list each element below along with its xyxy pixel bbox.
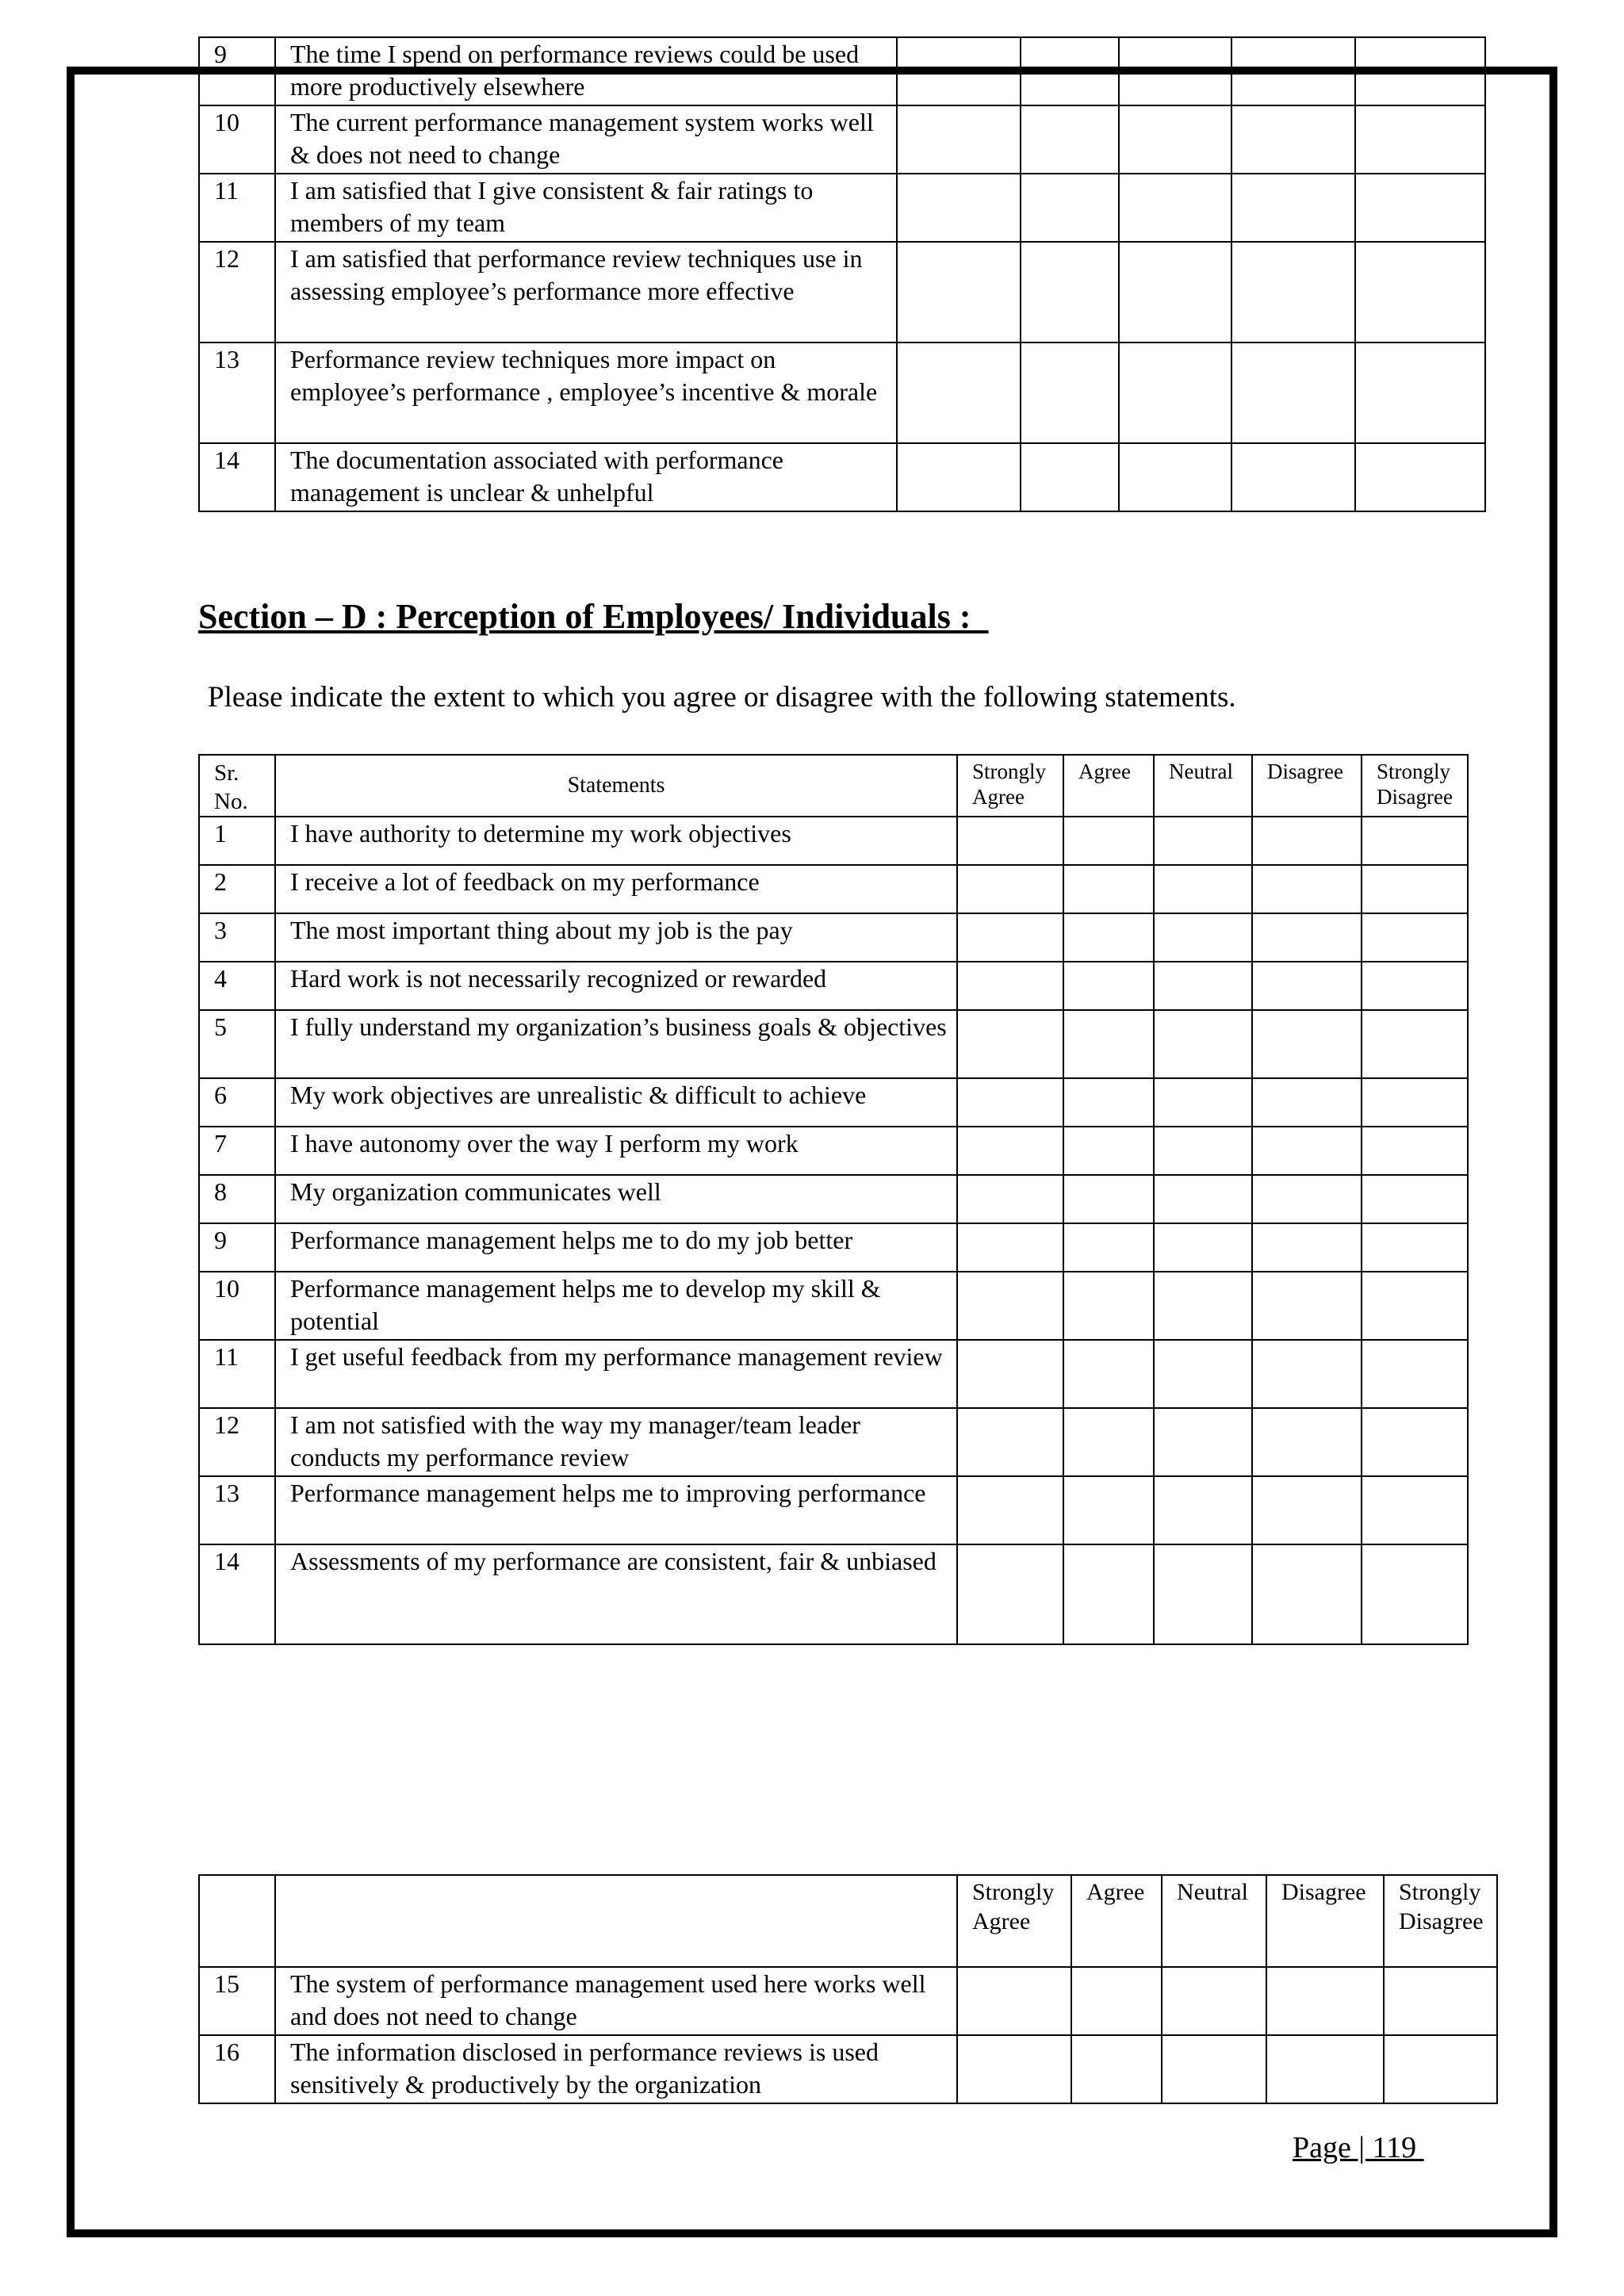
response-cell-agree[interactable] xyxy=(1063,1272,1154,1340)
response-cell-strongly-agree[interactable] xyxy=(897,242,1021,342)
response-cell-strongly-disagree[interactable] xyxy=(1384,2035,1497,2103)
row-number: 15 xyxy=(199,1967,275,2035)
response-cell-neutral[interactable] xyxy=(1154,1223,1252,1272)
response-cell-neutral[interactable] xyxy=(1154,1127,1252,1175)
response-cell-strongly-agree[interactable] xyxy=(957,1010,1063,1078)
previous-section-table xyxy=(198,36,1486,512)
row-number: 9 xyxy=(199,37,275,105)
table-row xyxy=(199,1175,1468,1223)
response-cell-agree[interactable] xyxy=(1021,242,1119,342)
statement-text: Hard work is not necessarily recognized or rewarded xyxy=(275,962,957,1010)
response-cell-strongly-disagree[interactable] xyxy=(1362,962,1468,1010)
statement-text: I am not satisfied with the way my manager/team leader conducts my performance review xyxy=(275,1408,957,1476)
response-cell-disagree[interactable] xyxy=(1252,1078,1362,1127)
header-statements: Statements xyxy=(275,755,957,817)
response-cell-agree[interactable] xyxy=(1063,913,1154,962)
response-cell-neutral[interactable] xyxy=(1154,1175,1252,1223)
header-disagree: Disagree xyxy=(1266,1875,1384,1967)
response-cell-strongly-disagree[interactable] xyxy=(1362,1127,1468,1175)
response-cell-strongly-disagree[interactable] xyxy=(1362,865,1468,913)
statement-text: My organization communicates well xyxy=(275,1175,957,1223)
table-row xyxy=(199,1544,1468,1644)
response-cell-agree[interactable] xyxy=(1063,1476,1154,1544)
row-number: 8 xyxy=(199,1175,275,1223)
row-number: 1 xyxy=(199,817,275,865)
response-cell-neutral[interactable] xyxy=(1119,242,1231,342)
table-row xyxy=(199,865,1468,913)
response-cell-strongly-agree[interactable] xyxy=(897,342,1021,443)
response-cell-strongly-disagree[interactable] xyxy=(1362,1175,1468,1223)
response-cell-neutral[interactable] xyxy=(1154,1010,1252,1078)
statement-text: The information disclosed in performance reviews is used sensitively & productively by the organization xyxy=(275,2035,957,2103)
response-cell-agree[interactable] xyxy=(1063,1408,1154,1476)
response-cell-neutral[interactable] xyxy=(1162,2035,1266,2103)
row-number: 13 xyxy=(199,342,275,443)
table-row xyxy=(199,913,1468,962)
statement-text: I am satisfied that performance review techniques use in assessing employee’s performance more effective xyxy=(275,242,897,342)
statement-text: Performance management helps me to improving performance xyxy=(275,1476,957,1544)
statement-text: The current performance management system works well & does not need to change xyxy=(275,105,897,174)
row-number: 3 xyxy=(199,913,275,962)
response-cell-strongly-disagree[interactable] xyxy=(1362,1544,1468,1644)
table-row xyxy=(199,443,1485,511)
statement-text: I get useful feedback from my performance management review xyxy=(275,1340,957,1408)
response-cell-agree[interactable] xyxy=(1063,962,1154,1010)
response-cell-strongly-agree[interactable] xyxy=(957,1223,1063,1272)
table-row xyxy=(199,2035,1497,2103)
response-cell-disagree[interactable] xyxy=(1252,1127,1362,1175)
response-cell-strongly-agree[interactable] xyxy=(957,1544,1063,1644)
page-number: Page | 119 xyxy=(1293,2131,1424,2164)
statement-text: The system of performance management used here works well and does not need to change xyxy=(275,1967,957,2035)
response-cell-strongly-agree[interactable] xyxy=(957,1476,1063,1544)
response-cell-strongly-agree[interactable] xyxy=(957,1408,1063,1476)
response-cell-neutral[interactable] xyxy=(1154,1408,1252,1476)
response-cell-strongly-agree[interactable] xyxy=(957,817,1063,865)
table-row xyxy=(199,1223,1468,1272)
response-cell-disagree[interactable] xyxy=(1231,37,1355,105)
statement-text: Performance management helps me to do my job better xyxy=(275,1223,957,1272)
response-cell-disagree[interactable] xyxy=(1252,962,1362,1010)
response-cell-agree[interactable] xyxy=(1021,342,1119,443)
header-strongly-disagree: Strongly Disagree xyxy=(1362,755,1468,817)
row-number: 4 xyxy=(199,962,275,1010)
header-strongly-agree: Strongly Agree xyxy=(957,1875,1071,1967)
response-cell-strongly-disagree[interactable] xyxy=(1362,1010,1468,1078)
statement-text: Performance review techniques more impact on employee’s performance , employee’s incentive & morale xyxy=(275,342,897,443)
statement-text: My work objectives are unrealistic & difficult to achieve xyxy=(275,1078,957,1127)
row-number: 14 xyxy=(199,1544,275,1644)
response-cell-neutral[interactable] xyxy=(1154,1476,1252,1544)
header-sr-no-empty xyxy=(199,1875,275,1967)
response-cell-agree[interactable] xyxy=(1063,817,1154,865)
response-cell-neutral[interactable] xyxy=(1154,1544,1252,1644)
header-neutral: Neutral xyxy=(1162,1875,1266,1967)
row-number: 14 xyxy=(199,443,275,511)
response-cell-strongly-disagree[interactable] xyxy=(1362,1078,1468,1127)
response-cell-strongly-disagree[interactable] xyxy=(1355,242,1485,342)
row-number: 5 xyxy=(199,1010,275,1078)
response-cell-disagree[interactable] xyxy=(1252,817,1362,865)
header-agree: Agree xyxy=(1063,755,1154,817)
table-row xyxy=(199,37,1485,105)
response-cell-strongly-disagree[interactable] xyxy=(1362,1223,1468,1272)
response-cell-disagree[interactable] xyxy=(1252,1408,1362,1476)
response-cell-disagree[interactable] xyxy=(1252,1175,1362,1223)
section-d-table-continued xyxy=(198,1874,1498,2104)
table-row xyxy=(199,1408,1468,1476)
response-cell-neutral[interactable] xyxy=(1154,865,1252,913)
row-number: 9 xyxy=(199,1223,275,1272)
statement-text: The most important thing about my job is the pay xyxy=(275,913,957,962)
response-cell-strongly-agree[interactable] xyxy=(957,2035,1071,2103)
response-cell-neutral[interactable] xyxy=(1154,913,1252,962)
table-row xyxy=(199,1078,1468,1127)
table-row xyxy=(199,1127,1468,1175)
response-cell-neutral[interactable] xyxy=(1154,817,1252,865)
header-sr-no: Sr. No. xyxy=(199,755,275,817)
instructions-text: Please indicate the extent to which you agree or disagree with the following statements. xyxy=(208,681,1236,714)
response-cell-strongly-agree[interactable] xyxy=(897,174,1021,242)
response-cell-neutral[interactable] xyxy=(1119,342,1231,443)
row-number: 12 xyxy=(199,1408,275,1476)
response-cell-agree[interactable] xyxy=(1021,174,1119,242)
response-cell-strongly-disagree[interactable] xyxy=(1362,1476,1468,1544)
response-cell-strongly-agree[interactable] xyxy=(897,37,1021,105)
row-number: 10 xyxy=(199,1272,275,1340)
statement-text: Performance management helps me to develop my skill & potential xyxy=(275,1272,957,1340)
response-cell-strongly-disagree[interactable] xyxy=(1355,443,1485,511)
statement-text: The documentation associated with performance management is unclear & unhelpful xyxy=(275,443,897,511)
statement-text: I fully understand my organization’s business goals & objectives xyxy=(275,1010,957,1078)
table-row xyxy=(199,1010,1468,1078)
section-d-table xyxy=(198,754,1469,1645)
header-statements-empty xyxy=(275,1875,957,1967)
response-cell-strongly-disagree[interactable] xyxy=(1362,817,1468,865)
statement-text: Assessments of my performance are consistent, fair & unbiased xyxy=(275,1544,957,1644)
row-number: 16 xyxy=(199,2035,275,2103)
row-number: 10 xyxy=(199,105,275,174)
header-disagree: Disagree xyxy=(1252,755,1362,817)
table-row xyxy=(199,105,1485,174)
response-cell-strongly-agree[interactable] xyxy=(957,1272,1063,1340)
response-cell-neutral[interactable] xyxy=(1154,1272,1252,1340)
table-row xyxy=(199,1340,1468,1408)
response-cell-strongly-agree[interactable] xyxy=(957,865,1063,913)
response-cell-agree[interactable] xyxy=(1063,1175,1154,1223)
row-number: 12 xyxy=(199,242,275,342)
header-agree: Agree xyxy=(1071,1875,1162,1967)
statement-text: I have autonomy over the way I perform my work xyxy=(275,1127,957,1175)
response-cell-strongly-disagree[interactable] xyxy=(1355,174,1485,242)
response-cell-disagree[interactable] xyxy=(1252,1010,1362,1078)
statement-text: I have authority to determine my work objectives xyxy=(275,817,957,865)
table-row xyxy=(199,1476,1468,1544)
response-cell-agree[interactable] xyxy=(1021,443,1119,511)
response-cell-disagree[interactable] xyxy=(1252,1340,1362,1408)
table-row xyxy=(199,817,1468,865)
response-cell-strongly-disagree[interactable] xyxy=(1355,105,1485,174)
response-cell-agree[interactable] xyxy=(1063,1223,1154,1272)
response-cell-neutral[interactable] xyxy=(1119,105,1231,174)
statement-text: I am satisfied that I give consistent & fair ratings to members of my team xyxy=(275,174,897,242)
response-cell-strongly-agree[interactable] xyxy=(957,1340,1063,1408)
response-cell-disagree[interactable] xyxy=(1252,1476,1362,1544)
response-cell-disagree[interactable] xyxy=(1266,2035,1384,2103)
response-cell-strongly-agree[interactable] xyxy=(957,1127,1063,1175)
response-cell-neutral[interactable] xyxy=(1154,1340,1252,1408)
row-number: 11 xyxy=(199,174,275,242)
response-cell-disagree[interactable] xyxy=(1252,1223,1362,1272)
header-strongly-disagree: Strongly Disagree xyxy=(1384,1875,1497,1967)
statement-text: I receive a lot of feedback on my performance xyxy=(275,865,957,913)
response-cell-agree[interactable] xyxy=(1071,2035,1162,2103)
response-cell-disagree[interactable] xyxy=(1266,1967,1384,2035)
response-cell-strongly-agree[interactable] xyxy=(957,962,1063,1010)
response-cell-strongly-agree[interactable] xyxy=(897,443,1021,511)
table-row xyxy=(199,174,1485,242)
table-row xyxy=(199,962,1468,1010)
response-cell-agree[interactable] xyxy=(1063,1340,1154,1408)
row-number: 6 xyxy=(199,1078,275,1127)
header-strongly-agree: Strongly Agree xyxy=(957,755,1063,817)
response-cell-disagree[interactable] xyxy=(1231,342,1355,443)
response-cell-agree[interactable] xyxy=(1063,1078,1154,1127)
table-row xyxy=(199,1272,1468,1340)
row-number: 11 xyxy=(199,1340,275,1408)
response-cell-disagree[interactable] xyxy=(1231,242,1355,342)
section-title: Section – D : Perception of Employees/ Individuals : xyxy=(198,597,989,636)
response-cell-strongly-disagree[interactable] xyxy=(1362,1340,1468,1408)
response-cell-neutral[interactable] xyxy=(1119,37,1231,105)
response-cell-disagree[interactable] xyxy=(1252,1272,1362,1340)
response-cell-neutral[interactable] xyxy=(1119,174,1231,242)
statement-text: The time I spend on performance reviews could be used more productively elsewhere xyxy=(275,37,897,105)
response-cell-strongly-disagree[interactable] xyxy=(1362,1272,1468,1340)
response-cell-strongly-disagree[interactable] xyxy=(1384,1967,1497,2035)
response-cell-agree[interactable] xyxy=(1021,37,1119,105)
header-neutral: Neutral xyxy=(1154,755,1252,817)
response-cell-disagree[interactable] xyxy=(1252,1544,1362,1644)
response-cell-disagree[interactable] xyxy=(1252,913,1362,962)
response-cell-strongly-agree[interactable] xyxy=(957,1175,1063,1223)
response-cell-strongly-disagree[interactable] xyxy=(1362,913,1468,962)
response-cell-disagree[interactable] xyxy=(1231,105,1355,174)
response-cell-strongly-disagree[interactable] xyxy=(1355,342,1485,443)
response-cell-agree[interactable] xyxy=(1063,1010,1154,1078)
response-cell-neutral[interactable] xyxy=(1119,443,1231,511)
table-row xyxy=(199,1967,1497,2035)
response-cell-neutral[interactable] xyxy=(1162,1967,1266,2035)
row-number: 2 xyxy=(199,865,275,913)
table-row xyxy=(199,342,1485,443)
response-cell-strongly-agree[interactable] xyxy=(957,1078,1063,1127)
response-cell-disagree[interactable] xyxy=(1231,174,1355,242)
response-cell-strongly-agree[interactable] xyxy=(957,1967,1071,2035)
response-cell-disagree[interactable] xyxy=(1231,443,1355,511)
response-cell-disagree[interactable] xyxy=(1252,865,1362,913)
response-cell-agree[interactable] xyxy=(1063,865,1154,913)
response-cell-strongly-disagree[interactable] xyxy=(1362,1408,1468,1476)
response-cell-agree[interactable] xyxy=(1063,1544,1154,1644)
row-number: 13 xyxy=(199,1476,275,1544)
response-cell-strongly-agree[interactable] xyxy=(957,913,1063,962)
response-cell-agree[interactable] xyxy=(1063,1127,1154,1175)
response-cell-agree[interactable] xyxy=(1021,105,1119,174)
response-cell-agree[interactable] xyxy=(1071,1967,1162,2035)
response-cell-strongly-agree[interactable] xyxy=(897,105,1021,174)
response-cell-neutral[interactable] xyxy=(1154,962,1252,1010)
row-number: 7 xyxy=(199,1127,275,1175)
response-cell-neutral[interactable] xyxy=(1154,1078,1252,1127)
response-cell-strongly-disagree[interactable] xyxy=(1355,37,1485,105)
table-row xyxy=(199,242,1485,342)
